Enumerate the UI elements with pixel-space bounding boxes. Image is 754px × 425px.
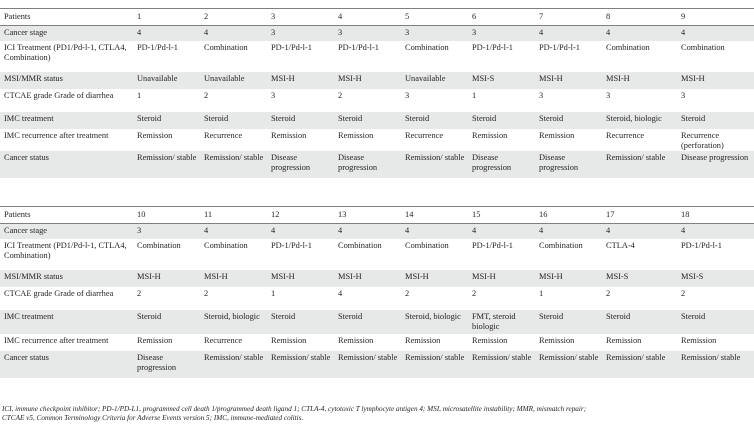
table-cell: Unavailable	[200, 72, 267, 89]
table-cell: Steroid	[677, 112, 754, 129]
table-cell: 4	[133, 26, 200, 41]
table-cell: PD-1/Pd-l-1	[137, 42, 178, 52]
table-cell: Steroid	[334, 112, 401, 129]
table-cell: 1	[137, 90, 142, 100]
table-cell: Recurrence	[405, 130, 444, 140]
patient-number: 3	[267, 9, 334, 26]
table-cell: Steroid	[133, 310, 200, 334]
patient-number: 7	[535, 9, 602, 26]
table-cell: Remission/ stable	[535, 351, 602, 378]
footnote-line-2: CTCAE v5, Common Terminology Criteria for Adverse Events version 5; IMC, immune-mediated colitis.	[2, 414, 304, 422]
table-cell: MSI-H	[401, 270, 468, 287]
table-cell: MSI-H	[535, 72, 602, 89]
header-label: Patients	[0, 9, 133, 26]
table-cell: Steroid	[267, 310, 334, 334]
table-row	[0, 239, 754, 270]
table-row	[0, 310, 754, 334]
table-row	[0, 270, 754, 287]
table-cell: Steroid	[677, 310, 754, 334]
row-label: ICI Treatment (PD1/Pd-l-1, CTLA4, Combination)	[4, 240, 127, 260]
table-cell: 3	[334, 26, 401, 41]
table-cell: 1	[271, 288, 276, 298]
table-cell: Steroid	[535, 112, 602, 129]
table-cell: Remission	[338, 130, 374, 140]
table-cell: Remission/ stable	[200, 151, 267, 178]
header-row	[0, 207, 754, 224]
row-label: Cancer stage	[0, 224, 133, 239]
table-cell: PD-1/Pd-l-1	[338, 42, 379, 52]
row-label: MSI/MMR status	[0, 270, 133, 287]
table-cell: MSI-H	[535, 270, 602, 287]
header-label: Patients	[0, 207, 133, 224]
table-cell: FMT, steroid biologic	[468, 310, 535, 334]
patient-number: 12	[267, 207, 334, 224]
table-cell: 3	[539, 90, 544, 100]
table-cell: Recurrence (perforation)	[681, 130, 724, 150]
table-cell: Remission	[405, 335, 441, 345]
table-cell: Remission/ stable	[468, 351, 535, 378]
table-cell: Remission/ stable	[401, 151, 468, 178]
table-cell: Disease progression	[535, 151, 602, 178]
table-cell: PD-1/Pd-l-1	[681, 240, 722, 250]
table-cell: Remission/ stable	[267, 351, 334, 378]
table-cell: Disease progression	[267, 151, 334, 178]
table-cell: 2	[405, 288, 410, 298]
patient-number: 2	[200, 9, 267, 26]
table-cell: Steroid	[267, 112, 334, 129]
table-cell: PD-1/Pd-l-1	[271, 240, 312, 250]
table-cell: 2	[681, 288, 686, 298]
table-cell: 2	[204, 288, 209, 298]
table-cell: 3	[681, 90, 686, 100]
table-cell: Combination	[137, 240, 181, 250]
table-cell: PD-1/Pd-l-1	[271, 42, 312, 52]
table-cell: 2	[137, 288, 142, 298]
patients-table-1	[0, 8, 754, 178]
table-cell: Unavailable	[133, 72, 200, 89]
table-cell: MSI-S	[602, 270, 677, 287]
table-cell: MSI-H	[133, 270, 200, 287]
table-row	[0, 351, 754, 378]
table-cell: Remission/ stable	[677, 351, 754, 378]
table-cell: MSI-H	[677, 72, 754, 89]
patient-number: 14	[401, 207, 468, 224]
table-cell: Steroid	[133, 112, 200, 129]
table-row	[0, 72, 754, 89]
table-cell: Combination	[204, 240, 248, 250]
table-cell: Combination	[405, 42, 449, 52]
table-cell: 4	[602, 26, 677, 41]
footnote-line-1: ICI, immune checkpoint inhibitor; PD-1/PD-L1, programmed cell death 1/programmed death ligand 1; CTLA-4, cytotoxic T lymphocyte antigen 4; MSI, microsatellite instability; MMR, mismatch repair;	[2, 405, 587, 413]
table-cell: Unavailable	[401, 72, 468, 89]
table-row	[0, 224, 754, 239]
clipped-caption-fragment	[0, 0, 754, 8]
table-cell: 4	[401, 224, 468, 239]
table-cell: CTLA-4	[606, 240, 635, 250]
table-cell: Remission/ stable	[602, 351, 677, 378]
table-cell: 3	[468, 26, 535, 41]
table-cell: 4	[200, 26, 267, 41]
table-cell: Steroid	[602, 310, 677, 334]
table-cell: 2	[338, 90, 343, 100]
table-cell: MSI-H	[602, 72, 677, 89]
table-cell: 2	[606, 288, 611, 298]
table-cell: Recurrence	[204, 335, 243, 345]
table-cell: 3	[401, 26, 468, 41]
patient-number: 17	[602, 207, 677, 224]
table-cell: Recurrence	[606, 130, 645, 140]
patient-number: 10	[133, 207, 200, 224]
row-label: Cancer stage	[0, 26, 133, 41]
table-cell: Steroid	[401, 112, 468, 129]
table-cell: Disease progression	[677, 151, 754, 178]
table-cell: Combination	[606, 42, 650, 52]
table-cell: Remission	[137, 335, 173, 345]
table-row	[0, 41, 754, 72]
table-cell: 2	[472, 288, 477, 298]
row-label: Cancer status	[0, 351, 133, 378]
table-cell: 4	[677, 224, 754, 239]
table-cell: 2	[204, 90, 209, 100]
table-cell: 4	[602, 224, 677, 239]
table-cell: Remission	[681, 335, 717, 345]
table-cell: Steroid	[535, 310, 602, 334]
table-cell: 3	[271, 90, 276, 100]
table-cell: Remission	[472, 335, 508, 345]
patient-number: 8	[602, 9, 677, 26]
table-cell: 4	[535, 26, 602, 41]
table-cell: Remission/ stable	[200, 351, 267, 378]
table-cell: Remission	[539, 130, 575, 140]
header-row	[0, 9, 754, 26]
table-cell: MSI-H	[468, 270, 535, 287]
table-cell: Remission/ stable	[602, 151, 677, 178]
table-cell: Steroid	[468, 112, 535, 129]
table-row	[0, 89, 754, 112]
table-cell: Remission	[539, 335, 575, 345]
table-cell: Combination	[405, 240, 449, 250]
table-row	[0, 129, 754, 151]
table-cell: Remission	[271, 335, 307, 345]
patient-number: 11	[200, 207, 267, 224]
row-label: CTCAE grade Grade of diarrhea	[4, 288, 114, 298]
table-cell: 3	[606, 90, 611, 100]
table-cell: 4	[334, 224, 401, 239]
table-cell: Remission	[338, 335, 374, 345]
table-cell: 3	[267, 26, 334, 41]
table-row	[0, 26, 754, 41]
table-cell: 1	[472, 90, 477, 100]
patient-number: 9	[677, 9, 754, 26]
table-cell: Remission	[472, 130, 508, 140]
table-cell: Recurrence	[204, 130, 243, 140]
table-cell: Steroid, biologic	[200, 310, 267, 334]
table-cell: Remission	[137, 130, 173, 140]
table-row	[0, 112, 754, 129]
table-cell: Disease progression	[334, 151, 401, 178]
table-cell: Remission/ stable	[401, 351, 468, 378]
table-cell: Combination	[338, 240, 382, 250]
patient-number: 5	[401, 9, 468, 26]
table-cell: MSI-H	[200, 270, 267, 287]
table-cell: 4	[468, 224, 535, 239]
row-label: ICI Treatment (PD1/Pd-l-1, CTLA4, Combination)	[4, 42, 127, 62]
table-cell: Steroid, biologic	[602, 112, 677, 129]
table-cell: Remission/ stable	[133, 151, 200, 178]
table-cell: Disease progression	[468, 151, 535, 178]
table-cell: Steroid	[334, 310, 401, 334]
table-cell: MSI-H	[334, 270, 401, 287]
table-cell: Remission	[606, 335, 642, 345]
table-cell: 3	[133, 224, 200, 239]
table-cell: 4	[338, 288, 343, 298]
patient-number: 1	[133, 9, 200, 26]
row-label: Cancer status	[0, 151, 133, 178]
table-cell: 1	[539, 288, 544, 298]
row-label: IMC treatment	[0, 112, 133, 129]
table-cell: MSI-S	[677, 270, 754, 287]
table-cell: PD-1/Pd-l-1	[472, 42, 513, 52]
patient-number: 4	[334, 9, 401, 26]
table-cell: Remission/ stable	[334, 351, 401, 378]
patient-number: 18	[677, 207, 754, 224]
table-row	[0, 287, 754, 310]
table-cell: Combination	[681, 42, 725, 52]
table-cell: Steroid, biologic	[401, 310, 468, 334]
row-label: MSI/MMR status	[0, 72, 133, 89]
patient-number: 6	[468, 9, 535, 26]
patient-number: 13	[334, 207, 401, 224]
row-label: CTCAE grade Grade of diarrhea	[4, 90, 114, 100]
patient-number: 15	[468, 207, 535, 224]
table-row	[0, 334, 754, 351]
row-label: IMC recurrence after treatment	[4, 130, 109, 140]
table-cell: Disease progression	[133, 351, 200, 378]
table-cell: MSI-H	[267, 72, 334, 89]
table-cell: PD-1/Pd-l-1	[472, 240, 513, 250]
patient-number: 16	[535, 207, 602, 224]
table-cell: MSI-H	[267, 270, 334, 287]
table-cell: 4	[200, 224, 267, 239]
table-cell: 4	[267, 224, 334, 239]
table-cell: PD-1/Pd-l-1	[539, 42, 580, 52]
table-cell: Steroid	[200, 112, 267, 129]
table-cell: Combination	[204, 42, 248, 52]
table-cell: Remission	[271, 130, 307, 140]
table-row	[0, 151, 754, 178]
row-label: IMC treatment	[0, 310, 133, 334]
table-cell: MSI-S	[468, 72, 535, 89]
table-cell: MSI-H	[334, 72, 401, 89]
table-cell: 4	[535, 224, 602, 239]
row-label: IMC recurrence after treatment	[4, 335, 109, 345]
patients-table-2	[0, 206, 754, 378]
table-cell: 3	[405, 90, 410, 100]
table-cell: Combination	[539, 240, 583, 250]
table-cell: 4	[677, 26, 754, 41]
